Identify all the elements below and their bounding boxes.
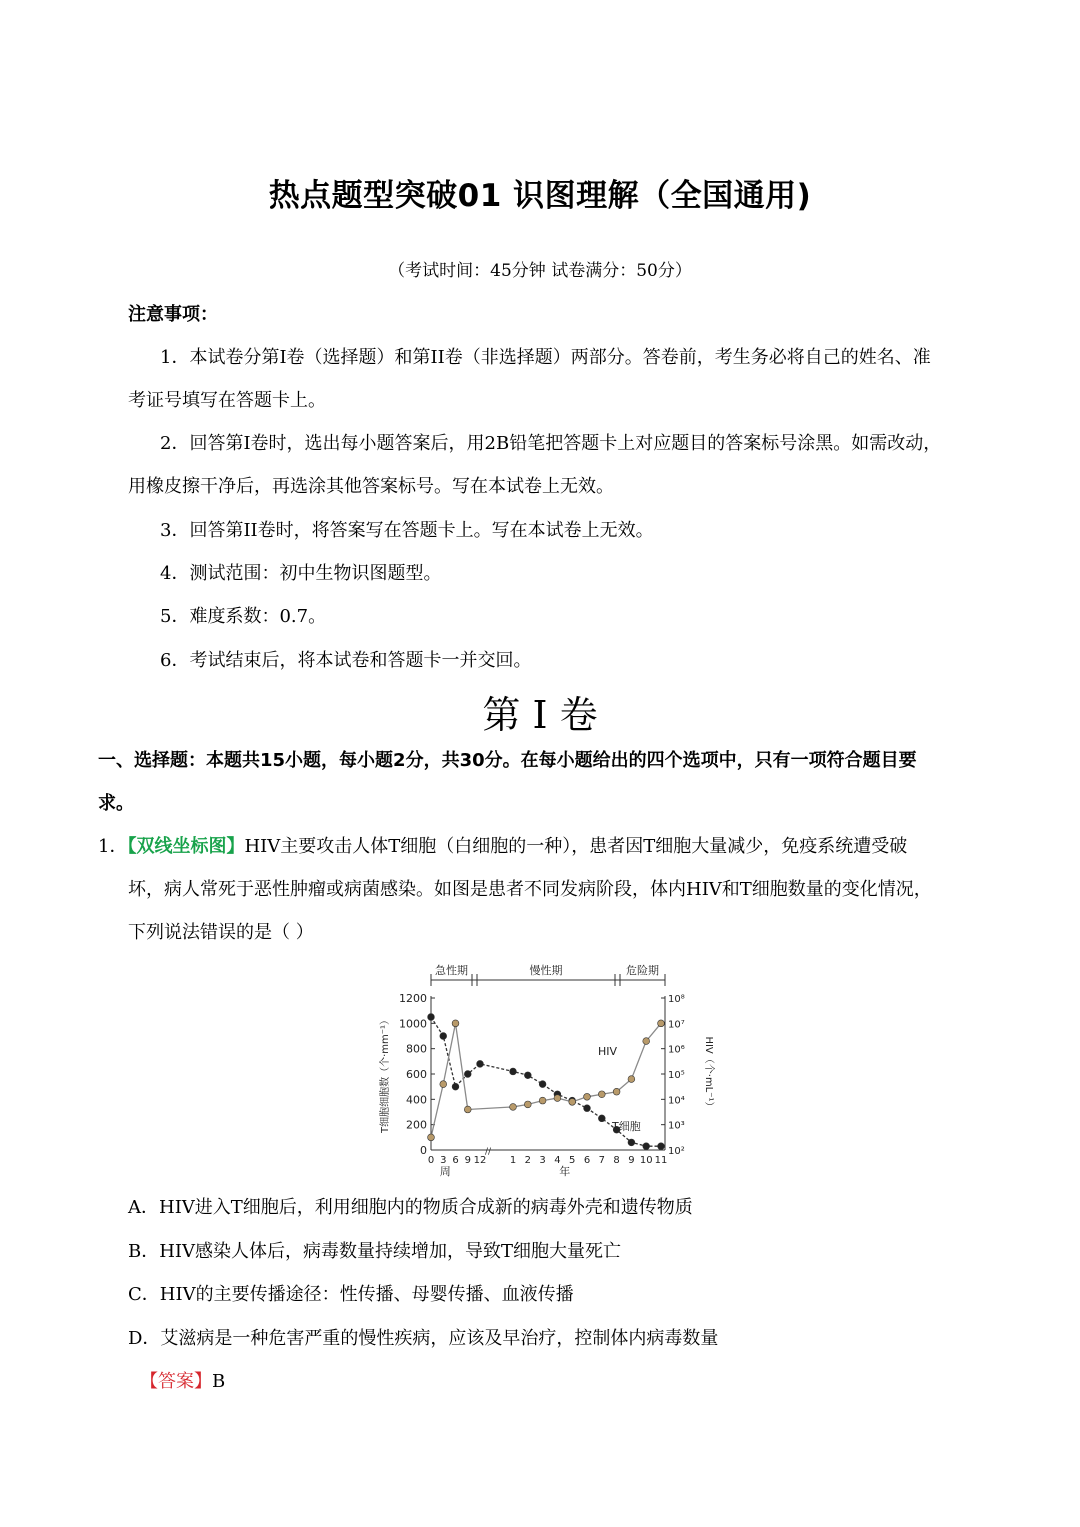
x-tick-label: 0	[427, 1155, 435, 1166]
left-tick-label: 1200	[399, 992, 427, 1005]
right-tick-label: 10⁵	[668, 1070, 685, 1081]
data-point-hiv	[569, 1098, 576, 1105]
x-tick-label: 3	[440, 1155, 447, 1166]
data-point-t-cell	[452, 1083, 459, 1090]
right-tick-label: 10⁸	[668, 994, 685, 1005]
notice-item: 5．难度系数：0.7。	[160, 606, 327, 627]
data-point-hiv	[452, 1020, 459, 1027]
x-tick-label: 7	[598, 1155, 605, 1166]
data-point-hiv	[658, 1020, 665, 1027]
data-point-hiv	[539, 1097, 546, 1104]
x-tick-label: 2	[524, 1155, 531, 1166]
section-heading-cont: 求。	[98, 793, 134, 814]
x-tick-label: 6	[452, 1155, 459, 1166]
x-tick-label: 6	[583, 1155, 591, 1166]
answer	[140, 1367, 225, 1393]
x-tick-label: 1	[509, 1155, 517, 1166]
data-point-t-cell	[464, 1071, 471, 1078]
data-point-hiv	[554, 1095, 561, 1102]
x-tick-label: 12	[473, 1155, 487, 1166]
notice-item: 4．测试范围：初中生物识图题型。	[160, 563, 442, 584]
data-point-t-cell	[440, 1033, 447, 1040]
x-tick-label: 11	[654, 1155, 668, 1166]
option-b: B．HIV感染人体后，病毒数量持续增加，导致T细胞大量死亡	[128, 1241, 622, 1262]
section-heading: 一、选择题：本题共15小题，每小题2分，共30分。在每小题给出的四个选项中，只有一项符合题目要	[98, 750, 917, 771]
answer-label: 【答案】	[140, 1371, 212, 1392]
option-a: A．HIV进入T细胞后，利用细胞内的物质合成新的病毒外壳和遗传物质	[128, 1197, 693, 1218]
x-tick-label: 5	[569, 1155, 576, 1166]
x-tick-label: 8	[613, 1155, 620, 1166]
x-tick-label: 3	[539, 1155, 546, 1166]
left-axis-label: T细胞细胞数（个·mm⁻¹）	[380, 1014, 391, 1134]
hiv-tcell-chart	[372, 958, 712, 1183]
notice-item: 3．回答第II卷时，将答案写在答题卡上。写在本试卷上无效。	[160, 520, 654, 541]
data-point-t-cell	[598, 1115, 605, 1122]
x-tick-label: 4	[554, 1155, 561, 1166]
right-tick-label: 10⁶	[668, 1044, 685, 1056]
phase-label: 慢性期	[529, 964, 563, 977]
data-point-hiv	[440, 1081, 447, 1088]
data-point-hiv	[584, 1093, 591, 1100]
question-text: HIV主要攻击人体T细胞（白细胞的一种），患者因T细胞大量减少，免疫系统遭受破	[244, 836, 908, 857]
x-unit-weeks: 周	[439, 1165, 451, 1178]
left-tick-label: 800	[406, 1042, 427, 1056]
page-title: 热点题型突破01 识图理解（全国通用)	[268, 178, 812, 214]
notice-item: 6．考试结束后，将本试卷和答题卡一并交回。	[160, 650, 532, 671]
notice-item: 1．本试卷分第I卷（选择题）和第II卷（非选择题）两部分。答卷前，考生务必将自己的姓名、准	[160, 347, 931, 368]
question-text: 下列说法错误的是（ ）	[128, 922, 314, 943]
data-point-hiv	[428, 1134, 435, 1141]
question-1	[98, 832, 907, 858]
notice-item: 考证号填写在答题卡上。	[128, 390, 326, 411]
data-point-hiv	[613, 1088, 620, 1095]
right-axis-label: HIV（个·mL⁻¹）	[703, 1036, 714, 1112]
notice-heading: 注意事项：	[128, 304, 218, 325]
left-tick-label: 400	[406, 1093, 427, 1107]
data-point-hiv	[643, 1038, 650, 1045]
notice-item: 2．回答第I卷时，选出每小题答案后，用2B铅笔把答题卡上对应题目的答案标号涂黑。如需改动，	[160, 433, 942, 454]
answer-value: B	[212, 1371, 226, 1392]
data-point-hiv	[524, 1101, 531, 1108]
data-point-hiv	[598, 1091, 605, 1098]
data-point-t-cell	[428, 1014, 435, 1021]
series-label-t-cell: T细胞	[612, 1120, 641, 1133]
data-point-t-cell	[584, 1105, 591, 1112]
data-point-hiv	[510, 1104, 517, 1111]
right-tick-label: 10³	[668, 1120, 685, 1132]
question-number: 1．	[98, 836, 128, 857]
question-tag: 【双线坐标图】	[127, 836, 245, 857]
series-label-hiv: HIV	[598, 1045, 618, 1058]
notice-item: 用橡皮擦干净后，再选涂其他答案标号。写在本试卷上无效。	[128, 476, 614, 497]
exam-info: （考试时间：45分钟 试卷满分：50分）	[388, 261, 692, 281]
left-tick-label: 0	[420, 1144, 427, 1157]
data-point-t-cell	[524, 1072, 531, 1079]
volume-title: 第 I 卷	[482, 693, 598, 737]
left-tick-label: 200	[406, 1118, 427, 1132]
data-point-t-cell	[477, 1060, 484, 1067]
x-tick-label: 10	[639, 1155, 653, 1166]
data-point-hiv	[628, 1076, 635, 1083]
phase-label: 急性期	[435, 964, 468, 977]
right-tick-label: 10²	[668, 1146, 685, 1157]
left-tick-label: 600	[406, 1068, 427, 1081]
x-tick-label: 9	[628, 1155, 635, 1166]
right-tick-label: 10⁴	[668, 1095, 685, 1107]
question-text: 坏，病人常死于恶性肿瘤或病菌感染。如图是患者不同发病阶段，体内HIV和T细胞数量的变化情况，	[128, 879, 932, 900]
right-tick-label: 10⁷	[668, 1019, 685, 1031]
data-point-t-cell	[510, 1068, 517, 1075]
data-point-hiv	[464, 1106, 471, 1113]
phase-label: 危险期	[626, 964, 659, 977]
axis-break: //	[484, 1147, 492, 1157]
data-point-t-cell	[628, 1139, 635, 1146]
data-point-t-cell	[658, 1143, 665, 1150]
left-tick-label: 1000	[399, 1017, 427, 1031]
x-tick-label: 9	[464, 1155, 471, 1166]
x-unit-years: 年	[559, 1165, 571, 1178]
option-c: C．HIV的主要传播途径：性传播、母婴传播、血液传播	[128, 1284, 574, 1305]
data-point-t-cell	[643, 1143, 650, 1150]
option-d: D．艾滋病是一种危害严重的慢性疾病，应该及早治疗，控制体内病毒数量	[128, 1328, 719, 1349]
data-point-t-cell	[539, 1081, 546, 1088]
